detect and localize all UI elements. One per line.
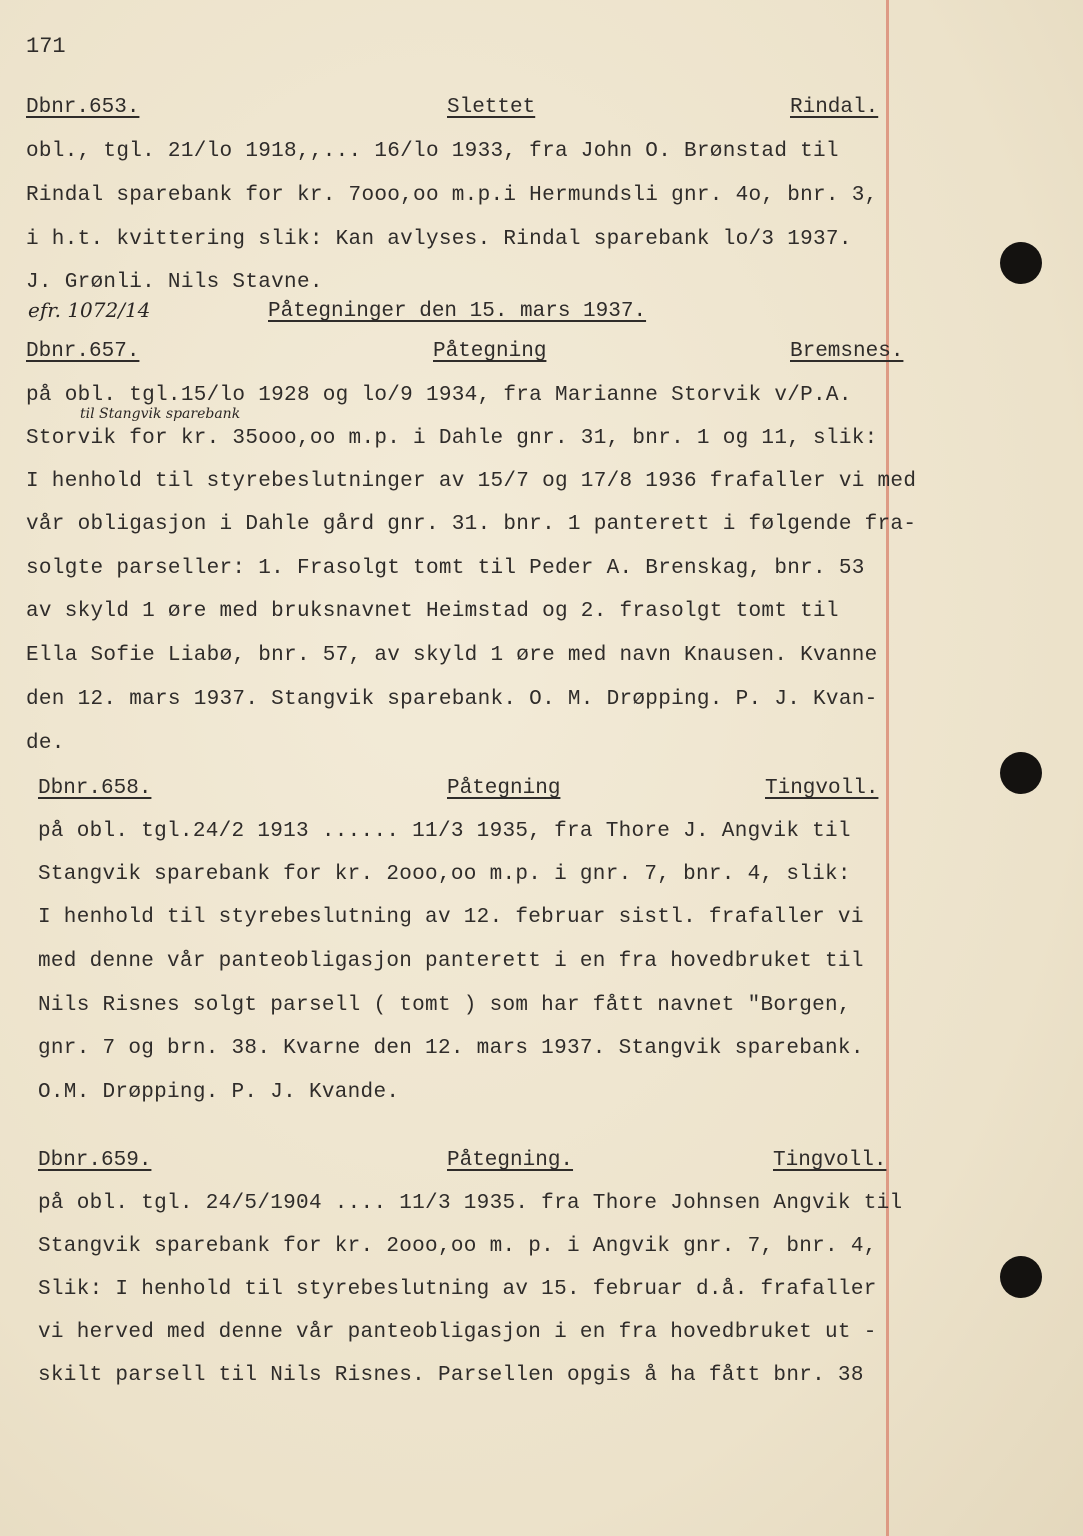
- entry-line: Slik: I henhold til styrebeslutning av 15. februar d.å. frafaller: [38, 1278, 877, 1301]
- section-heading: Påtegninger den 15. mars 1937.: [268, 300, 647, 323]
- entry-line: skilt parsell til Nils Risnes. Parsellen opgis å ha fått bnr. 38: [38, 1364, 864, 1387]
- entry-place: Bremsnes.: [790, 340, 904, 363]
- entry-line: obl., tgl. 21/lo 1918,,... 16/lo 1933, fra John O. Brønstad til: [26, 140, 839, 163]
- margin-rule: [886, 0, 889, 1536]
- handwritten-insert-note: til Stangvik sparebank: [80, 406, 241, 422]
- page-number: 171: [26, 34, 66, 59]
- entry-line: Nils Risnes solgt parsell ( tomt ) som har fått navnet "Borgen,: [38, 994, 851, 1017]
- entry-line: av skyld 1 øre med bruksnavnet Heimstad og 2. frasolgt tomt til: [26, 600, 839, 623]
- entry-line: den 12. mars 1937. Stangvik sparebank. O. M. Drøpping. P. J. Kvan-: [26, 688, 878, 711]
- entry-line: de.: [26, 732, 65, 755]
- entry-line: Storvik for kr. 35ooo,oo m.p. i Dahle gnr. 31, bnr. 1 og 11, slik:: [26, 427, 878, 450]
- entry-line: med denne vår panteobligasjon panterett i en fra hovedbruket til: [38, 950, 864, 973]
- entry-type: Påtegning: [433, 340, 547, 363]
- entry-line: på obl. tgl.24/2 1913 ...... 11/3 1935, fra Thore J. Angvik til: [38, 820, 851, 843]
- entry-line: Rindal sparebank for kr. 7ooo,oo m.p.i Hermundsli gnr. 4o, bnr. 3,: [26, 184, 878, 207]
- entry-type: Påtegning: [447, 777, 561, 800]
- entry-place: Tingvoll.: [765, 777, 879, 800]
- punch-hole: [1000, 242, 1042, 284]
- entry-line: vår obligasjon i Dahle gård gnr. 31. bnr. 1 panterett i følgende fra-: [26, 513, 917, 536]
- handwritten-margin-note: efr. 1072/14: [28, 298, 151, 322]
- entry-place: Tingvoll.: [773, 1149, 887, 1172]
- entry-line: O.M. Drøpping. P. J. Kvande.: [38, 1081, 400, 1104]
- entry-line: på obl. tgl.15/lo 1928 og lo/9 1934, fra Marianne Storvik v/P.A.: [26, 384, 852, 407]
- entry-line: gnr. 7 og brn. 38. Kvarne den 12. mars 1937. Stangvik sparebank.: [38, 1037, 864, 1060]
- entry-line: vi herved med denne vår panteobligasjon i en fra hovedbruket ut -: [38, 1321, 877, 1344]
- entry-line: Stangvik sparebank for kr. 2ooo,oo m.p. i gnr. 7, bnr. 4, slik:: [38, 863, 851, 886]
- entry-line: I henhold til styrebeslutning av 12. februar sistl. frafaller vi: [38, 906, 864, 929]
- entry-line: Stangvik sparebank for kr. 2ooo,oo m. p. i Angvik gnr. 7, bnr. 4,: [38, 1235, 877, 1258]
- entry-line: J. Grønli. Nils Stavne.: [26, 271, 323, 294]
- entry-dbnr: Dbnr.658.: [38, 777, 152, 800]
- entry-dbnr: Dbnr.659.: [38, 1149, 152, 1172]
- entry-place: Rindal.: [790, 96, 879, 119]
- entry-dbnr: Dbnr.653.: [26, 96, 140, 119]
- entry-line: Ella Sofie Liabø, bnr. 57, av skyld 1 øre med navn Knausen. Kvanne: [26, 644, 878, 667]
- entry-type: Slettet: [447, 96, 536, 119]
- entry-line: solgte parseller: 1. Frasolgt tomt til Peder A. Brenskag, bnr. 53: [26, 557, 865, 580]
- entry-line: på obl. tgl. 24/5/1904 .... 11/3 1935. fra Thore Johnsen Angvik til: [38, 1192, 903, 1215]
- punch-hole: [1000, 1256, 1042, 1298]
- punch-hole: [1000, 752, 1042, 794]
- entry-line: I henhold til styrebeslutninger av 15/7 og 17/8 1936 frafaller vi med: [26, 470, 917, 493]
- entry-dbnr: Dbnr.657.: [26, 340, 140, 363]
- entry-line: i h.t. kvittering slik: Kan avlyses. Rindal sparebank lo/3 1937.: [26, 228, 852, 251]
- entry-type: Påtegning.: [447, 1149, 574, 1172]
